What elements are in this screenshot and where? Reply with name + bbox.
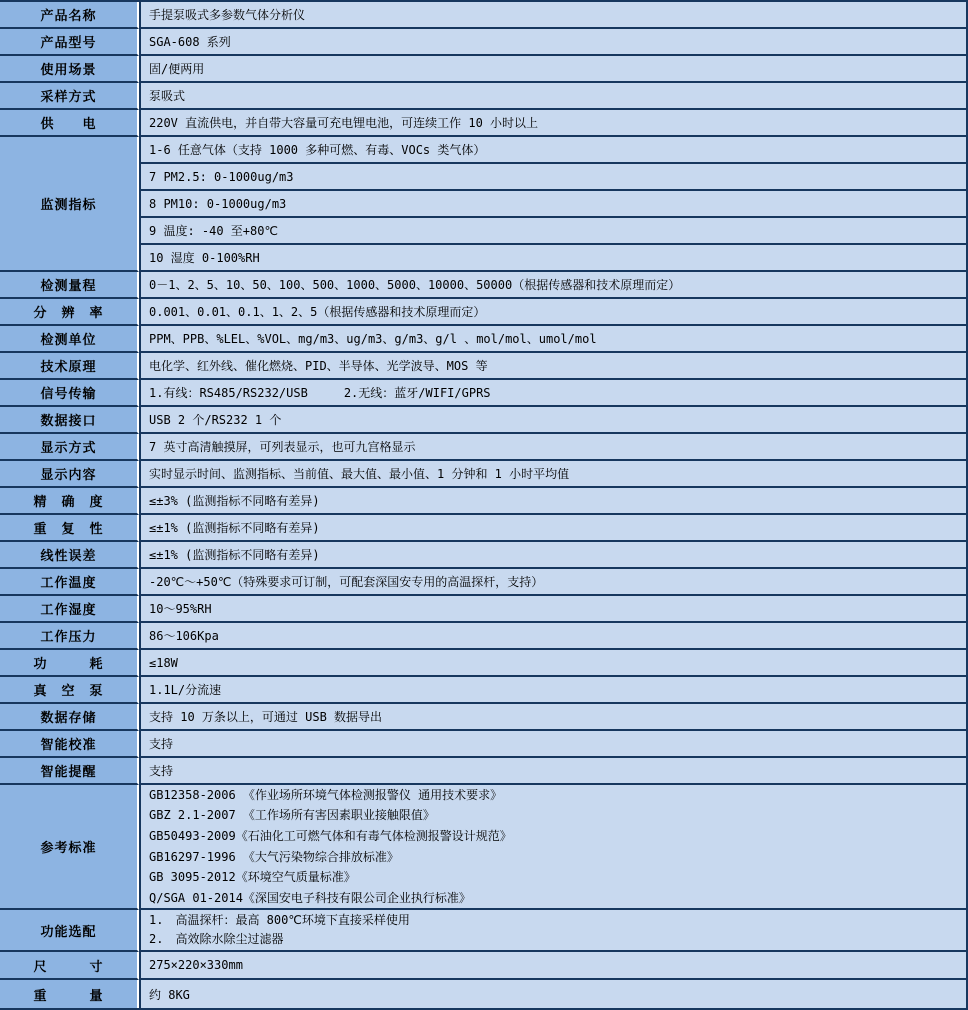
label-smart-reminder: 智能提醒	[0, 758, 139, 785]
label-linearity-error: 线性误差	[0, 542, 139, 569]
label-repeatability: 重 复 性	[0, 515, 139, 542]
label-technical-principle: 技术原理	[0, 353, 139, 380]
label-display-mode: 显示方式	[0, 434, 139, 461]
value-data-interface: USB 2 个/RS232 1 个	[139, 407, 966, 434]
value-product-name: 手提泵吸式多参数气体分析仪	[139, 2, 966, 29]
label-monitoring-indicators: 监测指标	[0, 137, 139, 272]
value-product-model: SGA-608 系列	[139, 29, 966, 56]
value-dimensions: 275×220×330mm	[139, 952, 966, 980]
label-dimensions: 尺 寸	[0, 952, 139, 980]
value-monitoring-indicator-4: 9 温度: -40 至+80℃	[139, 218, 966, 245]
value-technical-principle: 电化学、红外线、催化燃烧、PID、半导体、光学波导、MOS 等	[139, 353, 966, 380]
reference-standard-line: GB50493-2009《石油化工可燃气体和有毒气体检测报警设计规范》	[149, 828, 512, 843]
value-smart-reminder: 支持	[139, 758, 966, 785]
label-data-interface: 数据接口	[0, 407, 139, 434]
value-monitoring-indicator-5: 10 湿度 0-100%RH	[139, 245, 966, 272]
label-signal-transmission: 信号传输	[0, 380, 139, 407]
value-sampling-method: 泵吸式	[139, 83, 966, 110]
value-working-temperature: -20℃～+50℃（特殊要求可订制，可配套深国安专用的高温探杆，支持）	[139, 569, 966, 596]
label-product-name: 产品名称	[0, 2, 139, 29]
label-working-temperature: 工作温度	[0, 569, 139, 596]
value-working-pressure: 86～106Kpa	[139, 623, 966, 650]
label-resolution: 分 辨 率	[0, 299, 139, 326]
value-detection-range: 0－1、2、5、10、50、100、500、1000、5000、10000、50000（根据传感器和技术原理而定）	[139, 272, 966, 299]
value-monitoring-indicator-1: 1-6 任意气体（支持 1000 多种可燃、有毒、VOCs 类气体）	[139, 137, 966, 164]
label-usage-scenario: 使用场景	[0, 56, 139, 83]
value-smart-calibration: 支持	[139, 731, 966, 758]
reference-standard-line: GB 3095-2012《环境空气质量标准》	[149, 870, 356, 885]
value-vacuum-pump: 1.1L/分流速	[139, 677, 966, 704]
reference-standard-line: GB16297-1996 《大气污染物综合排放标准》	[149, 849, 399, 864]
label-display-content: 显示内容	[0, 461, 139, 488]
value-detection-unit: PPM、PPB、%LEL、%VOL、mg/m3、ug/m3、g/m3、g/l 、mol/mol、umol/mol	[139, 326, 966, 353]
label-accuracy: 精 确 度	[0, 488, 139, 515]
value-signal-transmission: 1.有线：RS485/RS232/USB 2.无线：蓝牙/WIFI/GPRS	[139, 380, 966, 407]
value-working-humidity: 10～95%RH	[139, 596, 966, 623]
value-accuracy: ≤±3% (监测指标不同略有差异)	[139, 488, 966, 515]
label-data-storage: 数据存储	[0, 704, 139, 731]
value-repeatability: ≤±1% (监测指标不同略有差异)	[139, 515, 966, 542]
value-data-storage: 支持 10 万条以上，可通过 USB 数据导出	[139, 704, 966, 731]
value-display-mode: 7 英寸高清触摸屏，可列表显示，也可九宫格显示	[139, 434, 966, 461]
value-weight: 约 8KG	[139, 980, 966, 1008]
label-smart-calibration: 智能校准	[0, 731, 139, 758]
value-monitoring-indicator-3: 8 PM10: 0-1000ug/m3	[139, 191, 966, 218]
value-power-consumption: ≤18W	[139, 650, 966, 677]
optional-feature-line: 1. 高温探杆：最高 800℃环境下直接采样使用	[149, 913, 410, 927]
label-vacuum-pump: 真 空 泵	[0, 677, 139, 704]
label-power-consumption: 功 耗	[0, 650, 139, 677]
value-reference-standards	[139, 785, 966, 910]
label-detection-range: 检测量程	[0, 272, 139, 299]
label-power-supply: 供 电	[0, 110, 139, 137]
reference-standard-line: GB12358-2006 《作业场所环境气体检测报警仪 通用技术要求》	[149, 787, 503, 802]
value-linearity-error: ≤±1% (监测指标不同略有差异)	[139, 542, 966, 569]
value-optional-features	[139, 910, 966, 952]
value-monitoring-indicator-2: 7 PM2.5: 0-1000ug/m3	[139, 164, 966, 191]
value-resolution: 0.001、0.01、0.1、1、2、5（根据传感器和技术原理而定）	[139, 299, 966, 326]
label-sampling-method: 采样方式	[0, 83, 139, 110]
label-weight: 重 量	[0, 980, 139, 1008]
reference-standard-line: Q/SGA 01-2014《深国安电子科技有限公司企业执行标准》	[149, 890, 471, 905]
label-detection-unit: 检测单位	[0, 326, 139, 353]
label-optional-features: 功能选配	[0, 910, 139, 952]
value-display-content: 实时显示时间、监测指标、当前值、最大值、最小值、1 分钟和 1 小时平均值	[139, 461, 966, 488]
value-usage-scenario: 固/便两用	[139, 56, 966, 83]
optional-feature-line: 2. 高效除水除尘过滤器	[149, 932, 284, 946]
label-working-pressure: 工作压力	[0, 623, 139, 650]
reference-standard-line: GBZ 2.1-2007 《工作场所有害因素职业接触限值》	[149, 808, 435, 823]
label-working-humidity: 工作湿度	[0, 596, 139, 623]
label-product-model: 产品型号	[0, 29, 139, 56]
label-reference-standards: 参考标准	[0, 785, 139, 910]
value-power-supply: 220V 直流供电，并自带大容量可充电锂电池，可连续工作 10 小时以上	[139, 110, 966, 137]
